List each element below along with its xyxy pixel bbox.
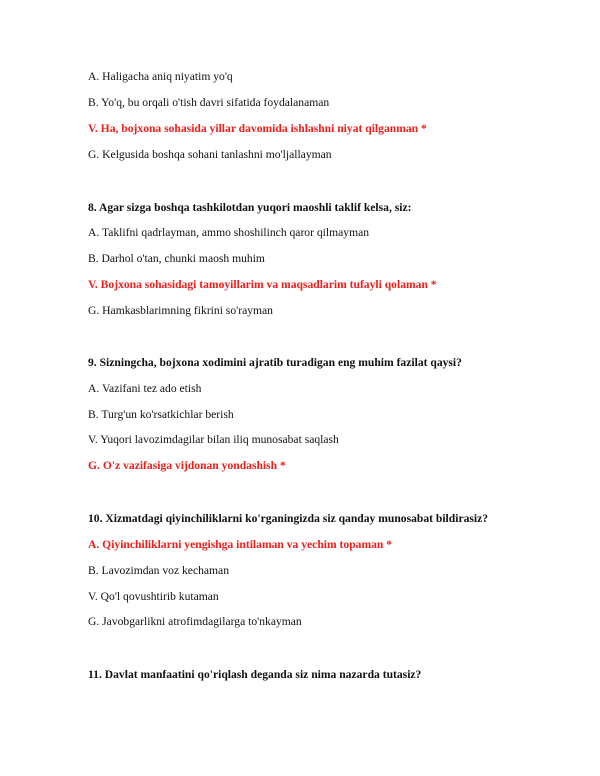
q9-option-g-correct: G. O'z vazifasiga vijdonan yondashish * <box>88 459 286 472</box>
q8-option-g: G. Hamkasblarimning fikrini so'rayman <box>88 304 273 317</box>
q9-option-v: V. Yuqori lavozimdagilar bilan iliq munosabat saqlash <box>88 433 339 446</box>
q8-question: 8. Agar sizga boshqa tashkilotdan yuqori maoshli taklif kelsa, siz: <box>88 201 412 214</box>
q7-option-v-correct: V. Ha, bojxona sohasida yillar davomida ishlashni niyat qilganman * <box>88 122 427 135</box>
q9-option-b: B. Turg'un ko'rsatkichlar berish <box>88 408 234 421</box>
q7-option-a: A. Haligacha aniq niyatim yo'q <box>88 70 233 83</box>
q10-option-a-correct: A. Qiyinchiliklarni yengishga intilaman va yechim topaman * <box>88 538 393 551</box>
q9-question: 9. Sizningcha, bojxona xodimini ajratib turadigan eng muhim fazilat qaysi? <box>88 356 462 369</box>
q8-option-a: A. Taklifni qadrlayman, ammo shoshilinch qaror qilmayman <box>88 226 370 239</box>
q10-option-g: G. Javobgarlikni atrofimdagilarga to'nkayman <box>88 615 302 628</box>
q9-option-a: A. Vazifani tez ado etish <box>88 382 202 395</box>
q10-option-b: B. Lavozimdan voz kechaman <box>88 564 230 577</box>
q8-option-v-correct: V. Bojxona sohasidagi tamoyillarim va maqsadlarim tufayli qolaman * <box>88 278 437 291</box>
q7-option-b: B. Yo'q, bu orqali o'tish davri sifatida foydalanaman <box>88 96 330 109</box>
q11-question: 11. Davlat manfaatini qo'riqlash deganda siz nima nazarda tutasiz? <box>88 668 422 681</box>
q10-option-v: V. Qo'l qovushtirib kutaman <box>88 590 219 603</box>
q10-question: 10. Xizmatdagi qiyinchiliklarni ko'rganingizda siz qanday munosabat bildirasiz? <box>88 512 489 525</box>
q7-option-g: G. Kelgusida boshqa sohani tanlashni mo'ljallayman <box>88 148 332 161</box>
q8-option-b: B. Darhol o'tan, chunki maosh muhim <box>88 252 265 265</box>
